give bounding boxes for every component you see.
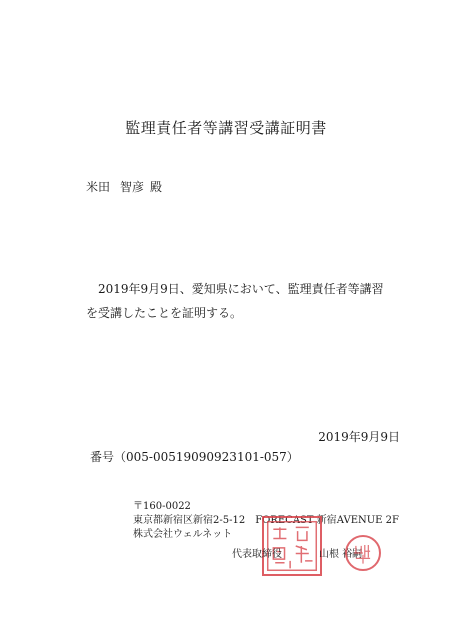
document-title: 監理責任者等講習受講証明書 [125,119,327,137]
body-line-1: 2019年9月9日、愛知県において、監理責任者等講習 [98,282,384,296]
recipient-line [86,178,162,195]
issue-date: 2019年9月9日 [318,430,400,444]
representative-seal-graphic [347,537,379,569]
issuer-postal-code: 〒160-0022 [133,501,191,512]
recipient-surname: 米田 [86,180,111,194]
issuer-company: 株式会社ウェルネット [133,529,233,540]
certificate-number: 番号（005-00519090923101-057） [90,450,299,464]
recipient-given-name: 智彦 [120,180,145,194]
representative-seal-icon [345,535,381,571]
issuer-address: 東京都新宿区新宿2-5-12 FORECAST 新宿AVENUE 2F [133,515,399,526]
representative-title: 代表取締役 [232,549,282,560]
body-line-2: を受講したことを証明する。 [86,306,243,320]
certificate-body [86,277,384,325]
representative-name: 山根 裕嗣 [319,549,363,560]
recipient-honorific: 殿 [150,180,163,194]
